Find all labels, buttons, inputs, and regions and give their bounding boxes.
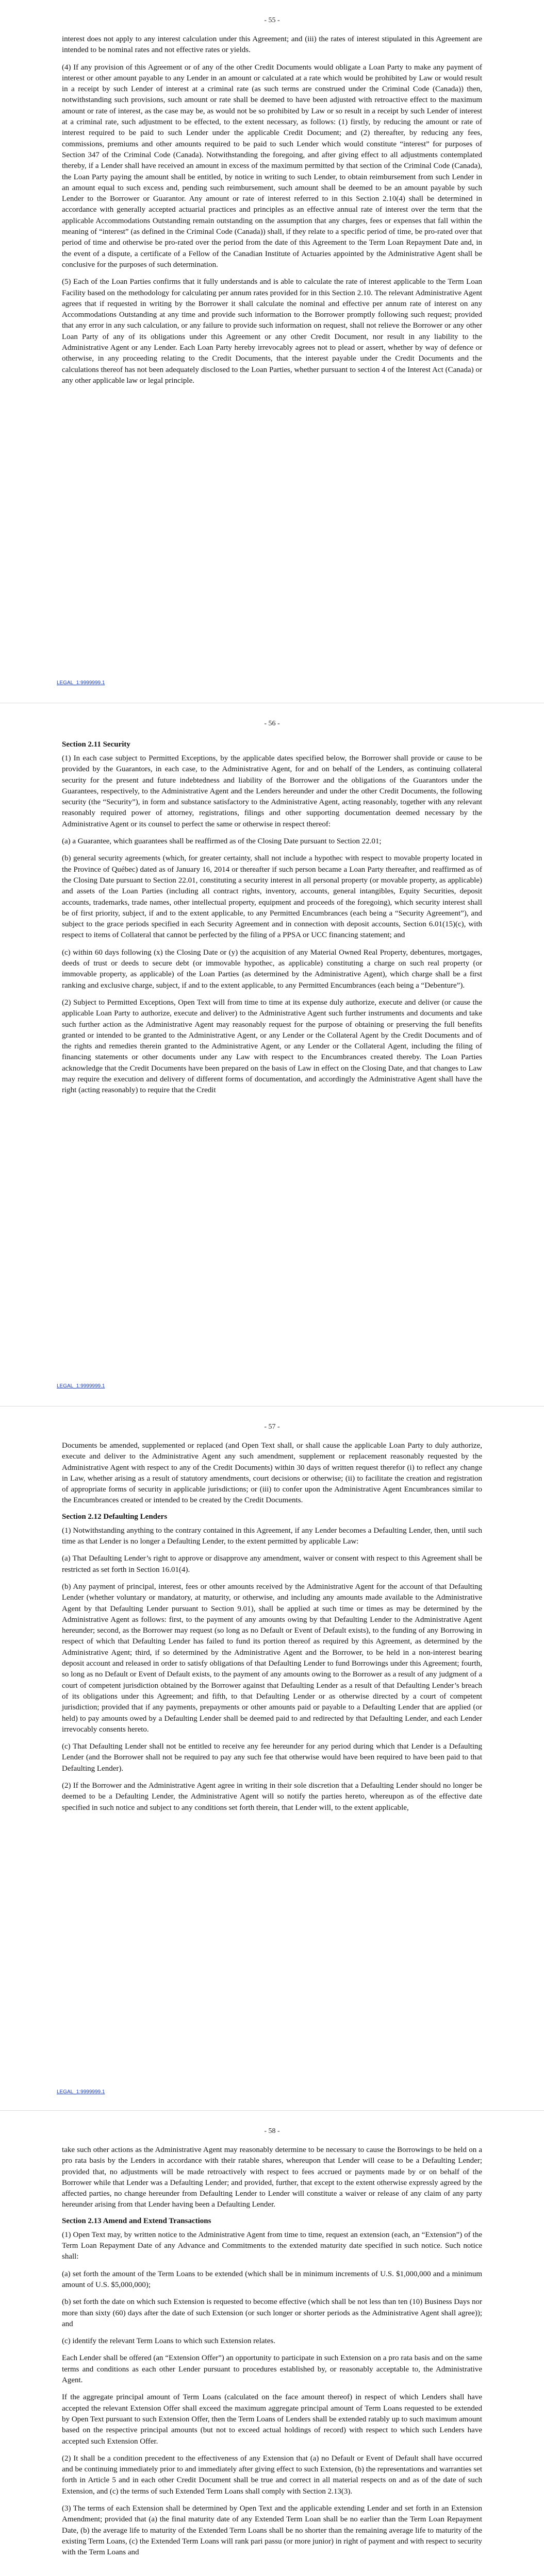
page-body [62, 2145, 482, 2565]
paragraph: (4) If any provision of this Agreement or of any of the other Credit Documents would obligate a Loan Party to make any payment of interest or other amount payable to any Lender in an amount or calculated at a rate which would be prohibited by Law or would result in a receipt by such Lender of interest at a criminal rate (as such terms are construed under the Criminal Code (Canada)) then, notwithstanding such provisions, such amount or rate shall be deemed to have been adjusted with retroactive effect to the maximum amount or rate of interest, as the case may be, as would not be so prohibited by Law or so result in a receipt by such Lender of interest at a criminal rate, such adjustment to be effected, to the extent necessary, as follows: (1) firstly, by reducing the amount or rate of interest required to be paid to such Lender under the applicable Credit Document; and (2) thereafter, by reducing any fees, commissions, premiums and other amounts required to be paid to such Lender which would constitute “interest” for purposes of Section 347 of the Criminal Code (Canada). Notwithstanding the foregoing, and after giving effect to all adjustments contemplated thereby, if a Lender shall have received an amount in excess of the maximum permitted by that section of the Criminal Code (Canada), the Loan Party paying the amount shall be entitled, by notice in writing to such Lender, to obtain reimbursement from such Lender in an amount equal to such excess and, pending such reimbursement, such amount shall be deemed to be an amount payable by such Lender to the Borrower or Guarantor. Any amount or rate of interest referred to in this Section 2.10(4) shall be determined in accordance with generally accepted actuarial practices and principles as an effective annual rate of interest over the term that the applicable Accommodations Outstanding remain outstanding on the assumption that any charges, fees or expenses that fall within the meaning of “interest” (as defined in the Criminal Code (Canada)) shall, if they relate to a specific period of time, be pro-rated over that period of time and otherwise be pro-rated over the period from the date of this Agreement to the Term Loan Repayment Date and, in the event of a dispute, a certificate of a Fellow of the Canadian Institute of Actuaries appointed by the Administrative Agent shall be conclusive for the purposes of such determination. [62, 63, 482, 269]
page-body [62, 737, 482, 1103]
page-58 [0, 2111, 544, 2576]
paragraph: Documents be amended, supplemented or replaced (and Open Text shall, or shall cause the applicable Loan Party to duly authorize, execute and deliver to the Administrative Agent any such amendment, supplement or replacement reasonably requested by the Administrative Agent with respect to any of the Credit Documents) within 30 days of written request therefor (i) to reflect any change in Law, whether arising as a result of statutory amendments, court decisions or otherwise; (ii) to facilitate the creation and registration of appropriate forms of security in applicable jurisdictions; or (iii) to confer upon the Administrative Agent Encumbrances similar to the Encumbrances created or intended to be created by the Credit Documents. [62, 1442, 482, 1505]
paragraph: (a) set forth the amount of the Term Loans to be extended (which shall be in minimum increments of U.S. $1,000,000 and a minimum amount of U.S. $5,000,000); [62, 2269, 482, 2289]
paragraph: (2) If the Borrower and the Administrative Agent agree in writing in their sole discretion that a Defaulting Lender should no longer be deemed to be a Defaulting Lender, the Administrative Agent will so notify the parties hereto, whereupon as of the effective date specified in such notice and subject to any conditions set forth therein, that Lender will, to the extent applicable, [62, 1782, 482, 1812]
paragraph: (b) general security agreements (which, for greater certainty, shall not include a hypothec with respect to movable property located in the Province of Québec) dated as of January 16, 2014 or thereafter if such person became a Loan Party thereafter, and reaffirmed as of the Closing Date pursuant to Section 22.01, constituting a security interest in all personal property (or movable property, as applicable) and assets of the Loan Parties (including all contract rights, inventory, accounts, general intangibles, Equity Securities, deposit accounts, trademarks, trade names, other intellectual property, equipment and proceeds of the foregoing), which security interest shall be of first priority, subject, if and to the extent applicable, to any Permitted Encumbrances (each being a “Security Agreement”), and subject to the grace periods specified in each Security Agreement and in connection with deposit accounts, Section 6.01(15)(c), with respect to items of Collateral that cannot be perfected by the filing of a PPSA or UCC financing statement; and [62, 854, 482, 940]
paragraph: (a) That Defaulting Lender’s right to approve or disapprove any amendment, waiver or consent with respect to this Agreement shall be restricted as set forth in Section 16.01(4). [62, 1554, 482, 1574]
paragraph: (a) a Guarantee, which guarantees shall be reaffirmed as of the Closing Date pursuant to Section 22.01; [62, 837, 382, 846]
paragraph: (1) Open Text may, by written notice to the Administrative Agent from time to time, request an extension (each, an “Extension”) of the Term Loan Repayment Date of any Advance and Commitments to the extended maturity date specified in such notice. Such notice shall: [62, 2230, 482, 2261]
paragraph: interest does not apply to any interest calculation under this Agreement; and (iii) the rates of interest stipulated in this Agreement are intended to be nominal rates and not effective rates or yields. [62, 35, 482, 55]
paragraph: (2) It shall be a condition precedent to the effectiveness of any Extension that (a) no Default or Event of Default shall have occurred and be continuing immediately prior to and immediately after giving effect to such Extension, (b) the representations and warranties set forth in Article 5 and in each other Credit Document shall be true and correct in all material respects on and as of the date of such Extension, and (c) the terms of such Extended Term Loans shall comply with Section 2.13(3). [62, 2454, 482, 2496]
paragraph: Each Lender shall be offered (an “Extension Offer”) an opportunity to participate in such Extension on a pro rata basis and on the same terms and conditions as each other Lender pursuant to procedures established by, or reasonably acceptable to, the Administrative Agent. [62, 2354, 482, 2385]
section-heading: Section 2.12 Defaulting Lenders [62, 1512, 168, 1521]
paragraph: If the aggregate principal amount of Term Loans (calculated on the face amount thereof) in respect of which Lenders shall have accepted the relevant Extension Offer shall exceed the maximum aggregate principal amount of Term Loans requested to be extended by Open Text pursuant to such Extension Offer, then the Term Loans of Lenders shall be extended ratably up to such maximum amount based on the respective principal amounts (but not to exceed actual holdings of record) with respect to which such Lenders have accepted such Extension Offer. [62, 2393, 482, 2446]
paragraph: (b) set forth the date on which such Extension is requested to become effective (which shall be not less than ten (10) Business Days nor more than sixty (60) days after the date of such Extension (or such longer or shorter periods as the Administrative Agent shall agree)); and [62, 2298, 482, 2328]
paragraph: (c) That Defaulting Lender shall not be entitled to receive any fee hereunder for any period during which that Lender is a Defaulting Lender (and the Borrower shall not be required to pay any such fee that otherwise would have been required to have been paid to that Defaulting Lender). [62, 1742, 482, 1773]
legal-footer-link[interactable]: LEGAL_1:9999999.1 [57, 2089, 105, 2095]
paragraph: (1) Notwithstanding anything to the contrary contained in this Agreement, if any Lender becomes a Defaulting Lender, then, until such time as that Lender is no longer a Defaulting Lender, to the extent permitted by applicable Law: [62, 1526, 482, 1546]
paragraph: take such other actions as the Administrative Agent may reasonably determine to be necessary to cause the Borrowings to be held on a pro rata basis by the Lenders in accordance with their ratable shares, whereupon that Lender will cease to be a Defaulting Lender; provided that, no adjustments will be made retroactively with respect to fees accrued or payments made by or on behalf of the Borrower while that Lender was a Defaulting Lender; and provided, further, that except to the extent otherwise expressly agreed by the affected parties, no change hereunder from Defaulting Lender to Lender will constitute a waiver or release of any claim of any party hereunder arising from that Lender having been a Defaulting Lender. [62, 2146, 482, 2209]
paragraph: (2) Subject to Permitted Exceptions, Open Text will from time to time at its expense duly authorize, execute and deliver (or cause the applicable Loan Party to authorize, execute and deliver) to the Administrative Agent such further instruments and documents and take such further action as the Administrative Agent may reasonably request for the purpose of obtaining or preserving the full benefits granted or intended to be granted to the Administrative Agent, or any Lender or the Collateral Agent by the Credit Documents and of the rights and remedies therein granted to the Administrative Agent, or any Lender or the Collateral Agent, including the filing of financing statements or other documents under any Law with respect to the Encumbrances created thereby. The Loan Parties acknowledge that the Credit Documents have been prepared on the basis of Law in effect on the Closing Date, and that changes to Law may require the execution and delivery of different forms of documentation, and accordingly the Administrative Agent shall have the right (acting reasonably) to require that the Credit [62, 998, 482, 1095]
paragraph: (c) within 60 days following (x) the Closing Date or (y) the acquisition of any Material Owned Real Property, debentures, mortgages, deeds of trust or deeds to secure debt (or immovable hypothec, as applicable) constituting a charge on such real property (or immovable property, as applicable) of the Loan Parties (as determined by the Administrative Agent), which charge shall be a first ranking and exclusive charge, subject, if and to the extent applicable, to any Permitted Encumbrances (each being a “Debenture”). [62, 948, 482, 990]
section-heading: Section 2.11 Security [62, 740, 130, 749]
paragraph: (5) Each of the Loan Parties confirms that it fully understands and is able to calculate the rate of interest applicable to the Term Loan Facility based on the methodology for calculating per annum rates provided for in this Section 2.10. The relevant Administrative Agent agrees that if requested in writing by the Borrower it shall calculate the nominal and effective per annum rate of interest on any Accommodations Outstanding at any time and provide such information to the Borrower promptly following such request; provided that any error in any such calculation, or any failure to provide such information on request, shall not relieve the Borrower or any other Loan Party of any of its obligations under this Agreement or any other Credit Document, nor result in any liability to the Administrative Agent or any Lender. Each Loan Party hereby irrevocably agrees not to plead or assert, whether by way of defence or otherwise, in any proceeding relating to the Credit Documents, that the interest payable under the Credit Documents and the calculations thereof has not been adequately disclosed to the Loan Parties, whether pursuant to section 4 of the Interest Act (Canada) or any other applicable law or legal principle. [62, 278, 482, 385]
page-number: - 56 - [264, 720, 280, 727]
page-body [62, 34, 482, 393]
paragraph: (c) identify the relevant Term Loans to which such Extension relates. [62, 2337, 275, 2346]
page-number: - 55 - [264, 16, 280, 24]
page-number: - 57 - [264, 1423, 280, 1431]
page-56 [0, 703, 544, 1404]
page-body [62, 1440, 482, 1820]
paragraph: (1) In each case subject to Permitted Exceptions, by the applicable dates specified below, the Borrower shall provide or cause to be provided by the Guarantors, in each case, to the Administrative Agent, for and on behalf of the Lenders, as continuing collateral security for the present and future indebtedness and liability of the Borrower and the obligations of the Guarantors under the Guarantees, respectively, to the Administrative Agent and the Lenders hereunder and under the other Credit Documents, the following security (the “Security”), in form and substance satisfactory to the Administrative Agent, acting reasonably, together with any relevant reasonably required power of attorney, registrations, filings and other supporting documentation deemed necessary by the Administrative Agent or its counsel to perfect the same or otherwise in respect thereof: [62, 754, 482, 828]
page-number: - 58 - [264, 2127, 280, 2135]
section-heading: Section 2.13 Amend and Extend Transactions [62, 2216, 211, 2225]
page-57 [0, 1406, 544, 2110]
paragraph: (3) The terms of each Extension shall be determined by Open Text and the applicable extending Lender and set forth in an Extension Amendment; provided that (a) the final maturity date of any Extended Term Loan shall be no earlier than the Term Loan Repayment Date, (b) the average life to maturity of the Extended Term Loans shall be no shorter than the remaining average life to maturity of the existing Term Loans, (c) the Extended Term Loans will rank pari passu (or more junior) in right of payment and with respect to security with the Term Loans and [62, 2504, 482, 2557]
paragraph: (b) Any payment of principal, interest, fees or other amounts received by the Administrative Agent for the account of that Defaulting Lender (whether voluntary or mandatory, at maturity, or otherwise, and including any amounts made available to the Administrative Agent by that Defaulting Lender pursuant to Section 9.01), shall be applied at such time or times as may be determined by the Administrative Agent as follows: first, to the payment of any amounts owing by that Defaulting Lender to the Administrative Agent hereunder; second, as the Borrower may request (so long as no Default or Event of Default exists), to the funding of any Borrowing in respect of which that Defaulting Lender has failed to fund its portion thereof as required by this Agreement, as determined by the Administrative Agent; third, if so determined by the Administrative Agent and the Borrower, to be held in a non-interest bearing deposit account and released in order to satisfy obligations of that Defaulting Lender to fund Borrowings under this Agreement; fourth, so long as no Default or Event of Default exists, to the payment of any amounts owing to the Borrower as a result of any judgment of a court of competent jurisdiction obtained by the Borrower against that Defaulting Lender as a result of that Defaulting Lender’s breach of its obligations under this Agreement; and fifth, to that Defaulting Lender or as otherwise directed by a court of competent jurisdiction; provided that if any payments, prepayments or other amounts paid or payable to a Defaulting Lender that are applied (or held) to pay amounts owed by a Defaulting Lender shall be deemed paid to and redirected by that Defaulting Lender, and each Lender irrevocably consents hereto. [62, 1582, 482, 1734]
page-55 [0, 0, 544, 701]
legal-footer-link[interactable]: LEGAL_1:9999999.1 [57, 680, 105, 686]
legal-footer-link[interactable]: LEGAL_1:9999999.1 [57, 1383, 105, 1389]
